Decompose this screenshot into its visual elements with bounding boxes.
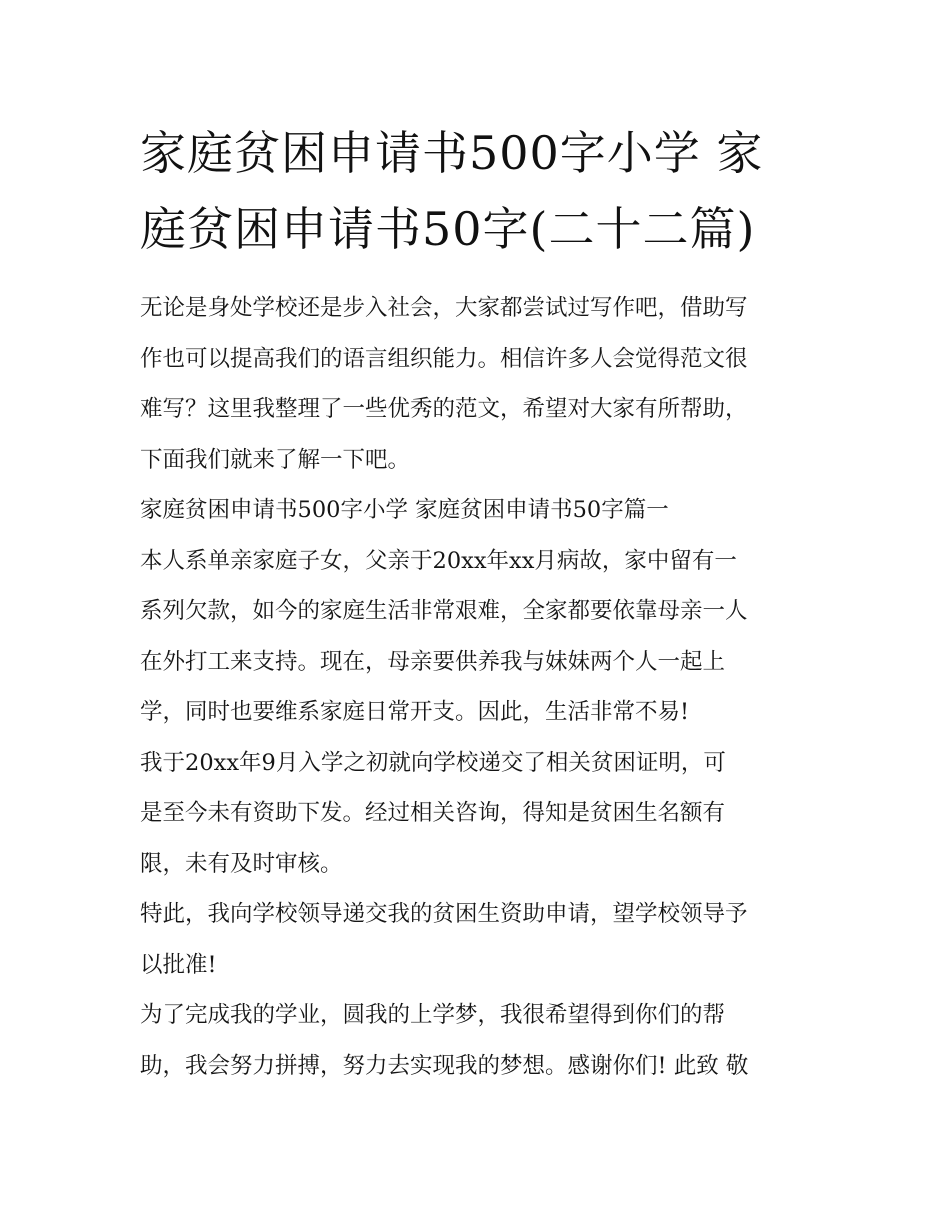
- title-line: 家庭贫困申请书500字小学 家: [140, 126, 764, 180]
- title-line: 庭贫困申请书50字(二十二篇): [140, 202, 756, 256]
- paragraph-line: 限，未有及时审核。: [140, 850, 343, 877]
- intro-line: 作也可以提高我们的语言组织能力。相信许多人会觉得范文很: [140, 345, 748, 372]
- paragraph-line: 特此，我向学校领导递交我的贫困生资助申请，望学校领导予: [140, 901, 748, 927]
- paragraph-line: 学，同时也要维系家庭日常开支。因此，生活非常不易!: [140, 699, 690, 725]
- document-title: [140, 115, 820, 267]
- paragraph-line: 我于20xx年9月入学之初就向学校递交了相关贫困证明，可: [140, 749, 726, 776]
- paragraph-line: 在外打工来支持。现在，母亲要供养我与妹妹两个人一起上: [140, 648, 726, 675]
- paragraph-line: 以批准!: [140, 951, 217, 978]
- section-heading: 家庭贫困申请书500字小学 家庭贫困申请书50字篇一: [140, 497, 669, 523]
- intro-line: 无论是身处学校还是步入社会，大家都尝试过写作吧，借助写: [140, 295, 748, 321]
- intro-line: 难写？这里我整理了一些优秀的范文，希望对大家有所帮助，: [140, 396, 748, 422]
- paragraph-line: 为了完成我的学业，圆我的上学梦，我很希望得到你们的帮: [140, 1002, 726, 1028]
- paragraph-line: 系列欠款，如今的家庭生活非常艰难，全家都要依靠母亲一人: [140, 598, 748, 624]
- paragraph-line: 本人系单亲家庭子女，父亲于20xx年xx月病故，家中留有一: [140, 547, 737, 574]
- paragraph-line: 是至今未有资助下发。经过相关咨询，得知是贫困生名额有: [140, 800, 726, 826]
- document-body: [140, 283, 820, 1091]
- intro-line: 下面我们就来了解一下吧。: [140, 446, 411, 473]
- paragraph-line: 助，我会努力拼搏，努力去实现我的梦想。感谢你们! 此致 敬: [140, 1052, 749, 1079]
- document-page: [140, 115, 820, 1091]
